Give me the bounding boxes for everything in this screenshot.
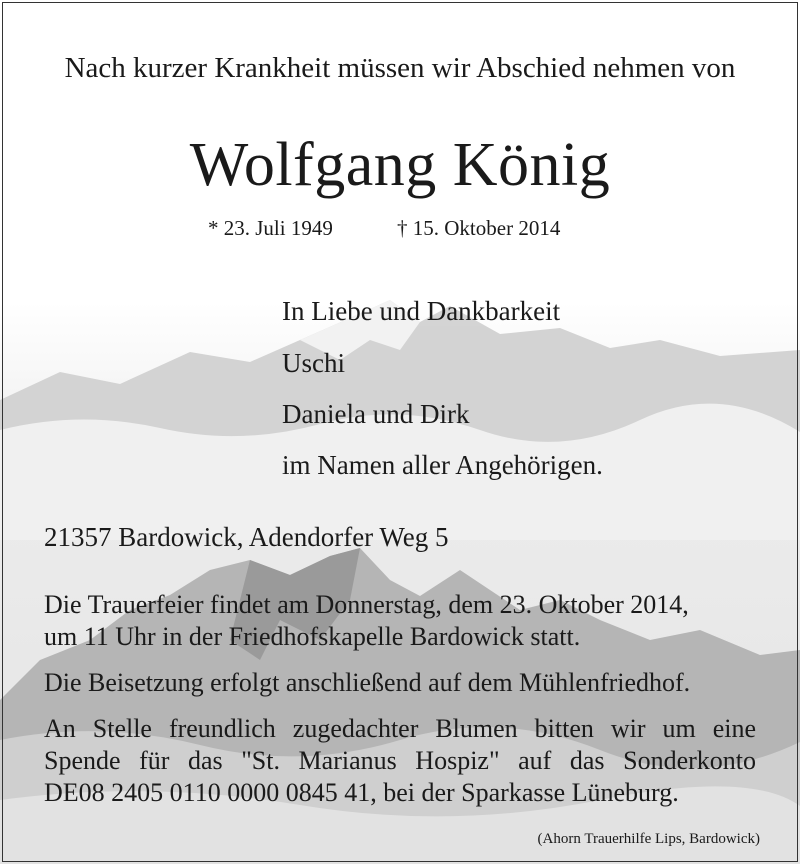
intro-text: Nach kurzer Krankheit müssen wir Abschied nehmen von: [64, 52, 736, 84]
signature-line: Daniela und Dirk: [282, 399, 470, 429]
funeral-home-credit: (Ahorn Trauerhilfe Lips, Bardowick): [537, 831, 760, 847]
donation-line: DE08 2405 0110 0000 0845 41, bei der Sparkasse Lüneburg.: [44, 778, 679, 807]
death-date: † 15. Oktober 2014: [397, 216, 561, 240]
address: 21357 Bardowick, Adendorfer Weg 5: [44, 522, 449, 552]
funeral-paragraph: [44, 589, 756, 653]
burial-paragraph: Die Beisetzung erfolgt anschließend auf dem Mühlenfriedhof.: [44, 668, 691, 697]
funeral-line: um 11 Uhr in der Friedhofskapelle Bardowick statt.: [44, 622, 581, 651]
birth-date: * 23. Juli 1949: [208, 216, 333, 240]
donation-paragraph: [44, 713, 756, 809]
signature-line: Uschi: [282, 348, 345, 378]
donation-line: An Stelle freundlich zugedachter Blumen bitten wir um eine: [44, 714, 756, 743]
donation-line: Spende für das "St. Marianus Hospiz" auf das Sonderkonto: [44, 746, 756, 775]
signature-line: In Liebe und Dankbarkeit: [282, 296, 561, 326]
signature-line: im Namen aller Angehörigen.: [282, 450, 603, 480]
deceased-name: Wolfgang König: [189, 131, 611, 199]
funeral-line: Die Trauerfeier findet am Donnerstag, dem 23. Oktober 2014,: [44, 590, 689, 619]
